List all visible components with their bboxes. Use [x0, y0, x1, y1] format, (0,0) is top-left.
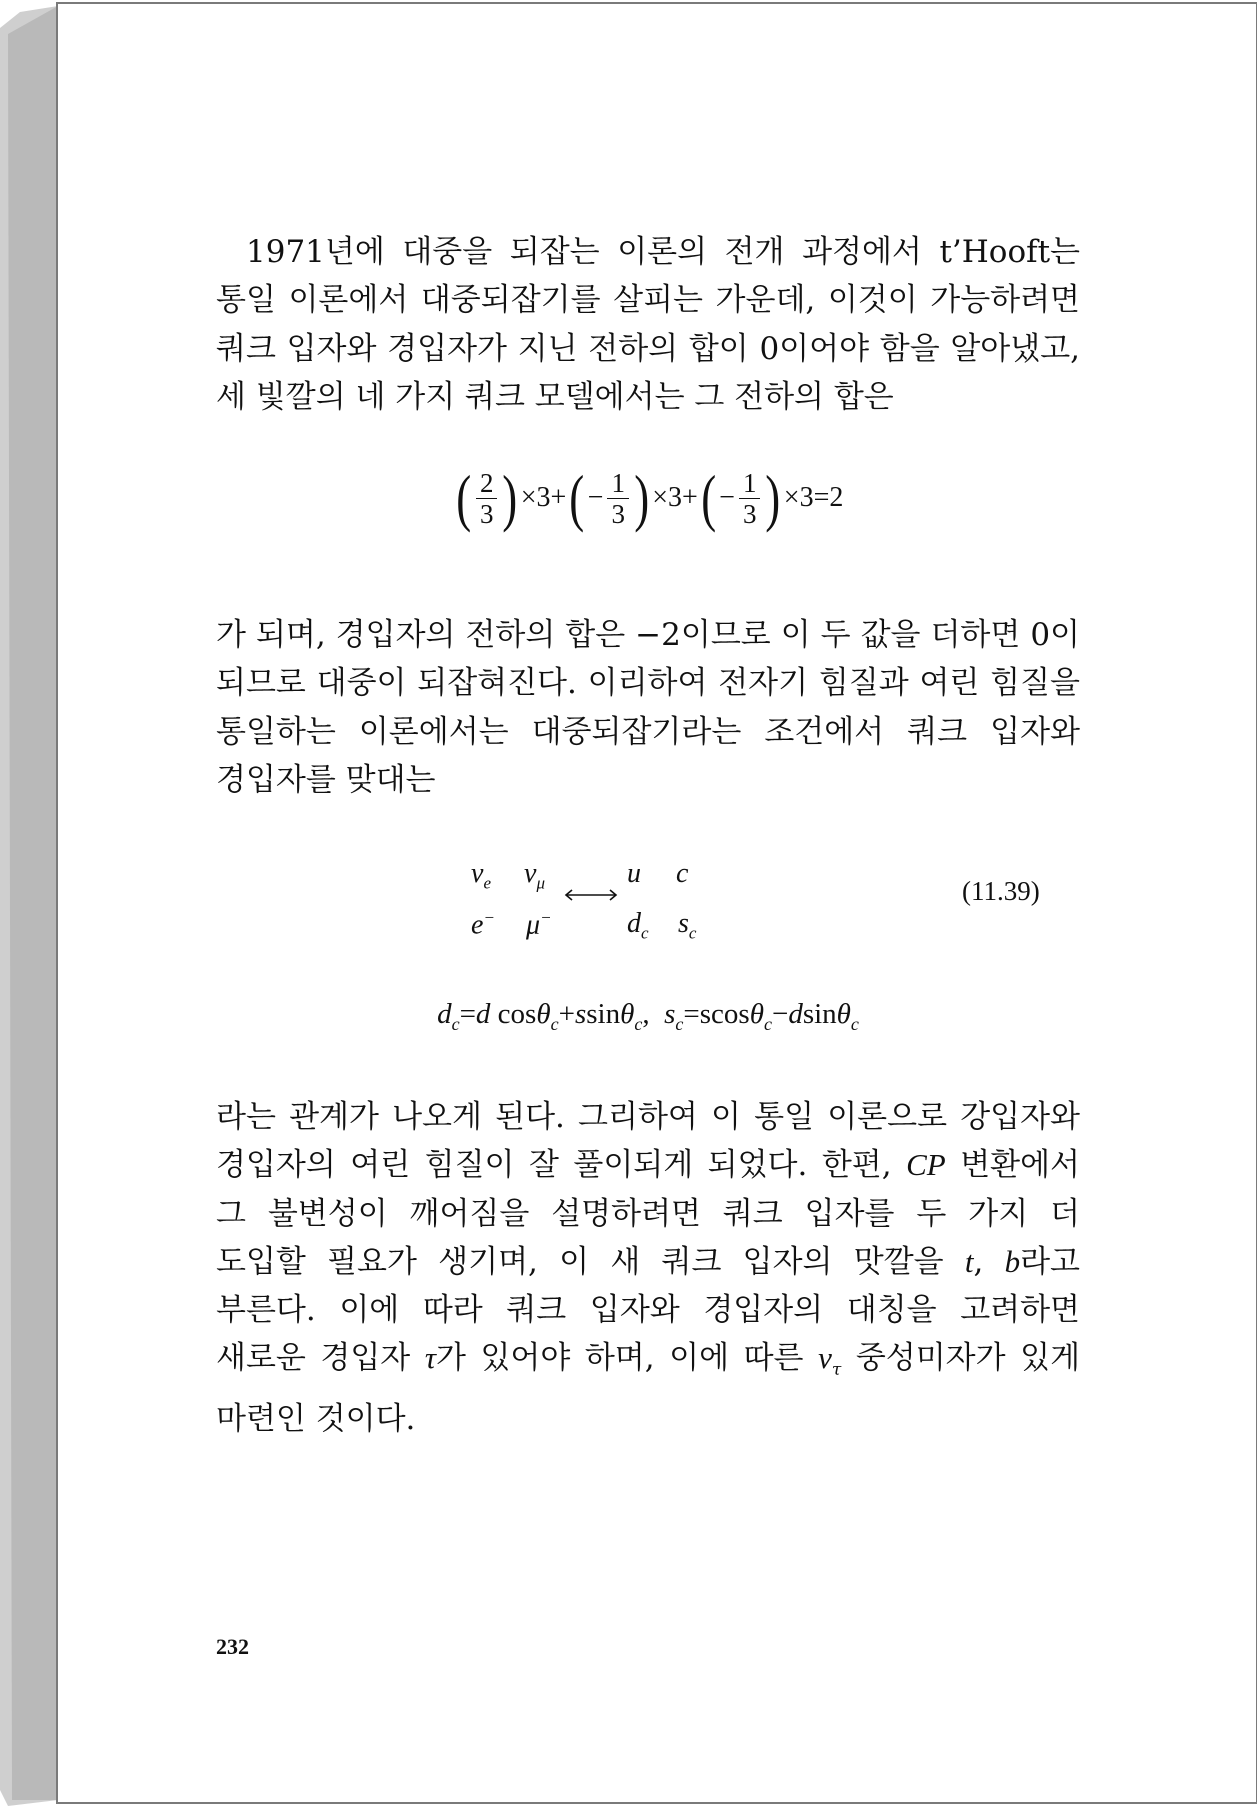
left-paren: (: [569, 462, 585, 533]
minus-sign: −: [587, 482, 604, 513]
paragraph-3: 라는 관계가 나오게 된다. 그리하여 이 통일 이론으로 강입자와 경입자의 여린 힘질이 잘 풀이되게 되었다. 한편, CP 변환에서 그 불변성이 깨어짐을 설명하려면 쿼크 입자를 두 가지 더 도입할 필요가 생기며, 이 새 쿼크 입자의 맛깔을 t, b라고 부른다. 이에 따라 쿼크 입자와 경입자의 대칭을 고려하면 새로운 경입자 τ가 있어야 하며, 이에 따른 $\nu_\tau$ 중성미자가 있게 마련인 것이다.: [216, 1099, 1081, 1437]
fraction: $\frac{1}{3}$: [739, 468, 761, 529]
eq-term: ×3+: [520, 482, 567, 513]
nu-mu: $\nu_\mu$: [524, 858, 545, 893]
left-paren: (: [455, 462, 471, 533]
cabibbo-mixing-equation: $d_c=d$ cosθ$_c$+ssinθ$_c$, $s_c=scos\theta_c-dsin\theta_c$: [437, 998, 859, 1034]
nu-e: $\nu_e$: [471, 858, 491, 893]
quark-c: c: [676, 858, 689, 889]
muon: μ−: [526, 908, 552, 941]
page-number: 232: [216, 1634, 249, 1659]
double-arrow-icon: [563, 888, 619, 902]
quark-sc: $s_c$: [678, 908, 697, 943]
paragraph-1: 1971년에 대중을 되잡는 이론의 전개 과정에서 t’Hooft는 통일 이론에서 대중되잡기를 살피는 가운데, 이것이 가능하려면 쿼크 입자와 경입자가 지닌 전하의 합이 0이어야 함을 알아냈고, 세 빛깔의 네 가지 쿼크 모델에서는 그 전하의 합은: [216, 234, 1080, 415]
eq-term: ×3=2: [783, 482, 844, 513]
paragraph-2: 가 되며, 경입자의 전하의 합은 −2이므로 이 두 값을 더하면 0이 되므로 대중이 되잡혀진다. 이리하여 전자기 힘질과 여린 힘질을 통일하는 이론에서는 대중되잡기라는 조건에서 쿼크 입자와 경입자를 맞대는: [216, 617, 1080, 798]
eq-term: ×3+: [652, 482, 698, 513]
right-paren: ): [765, 462, 781, 533]
left-paren: (: [701, 462, 716, 533]
right-paren: ): [634, 462, 650, 533]
charge-sum-equation: [216, 462, 1080, 533]
right-paren: ): [502, 462, 518, 533]
quark-u: u: [627, 858, 641, 889]
fraction: $\frac{2}{3}$: [476, 468, 498, 529]
fraction: $\frac{1}{3}$: [607, 468, 629, 529]
electron: e−: [471, 908, 495, 941]
quark-dc: $d_c$: [627, 908, 649, 943]
equation-number: (11.39): [962, 876, 1040, 906]
minus-sign: −: [719, 482, 735, 513]
